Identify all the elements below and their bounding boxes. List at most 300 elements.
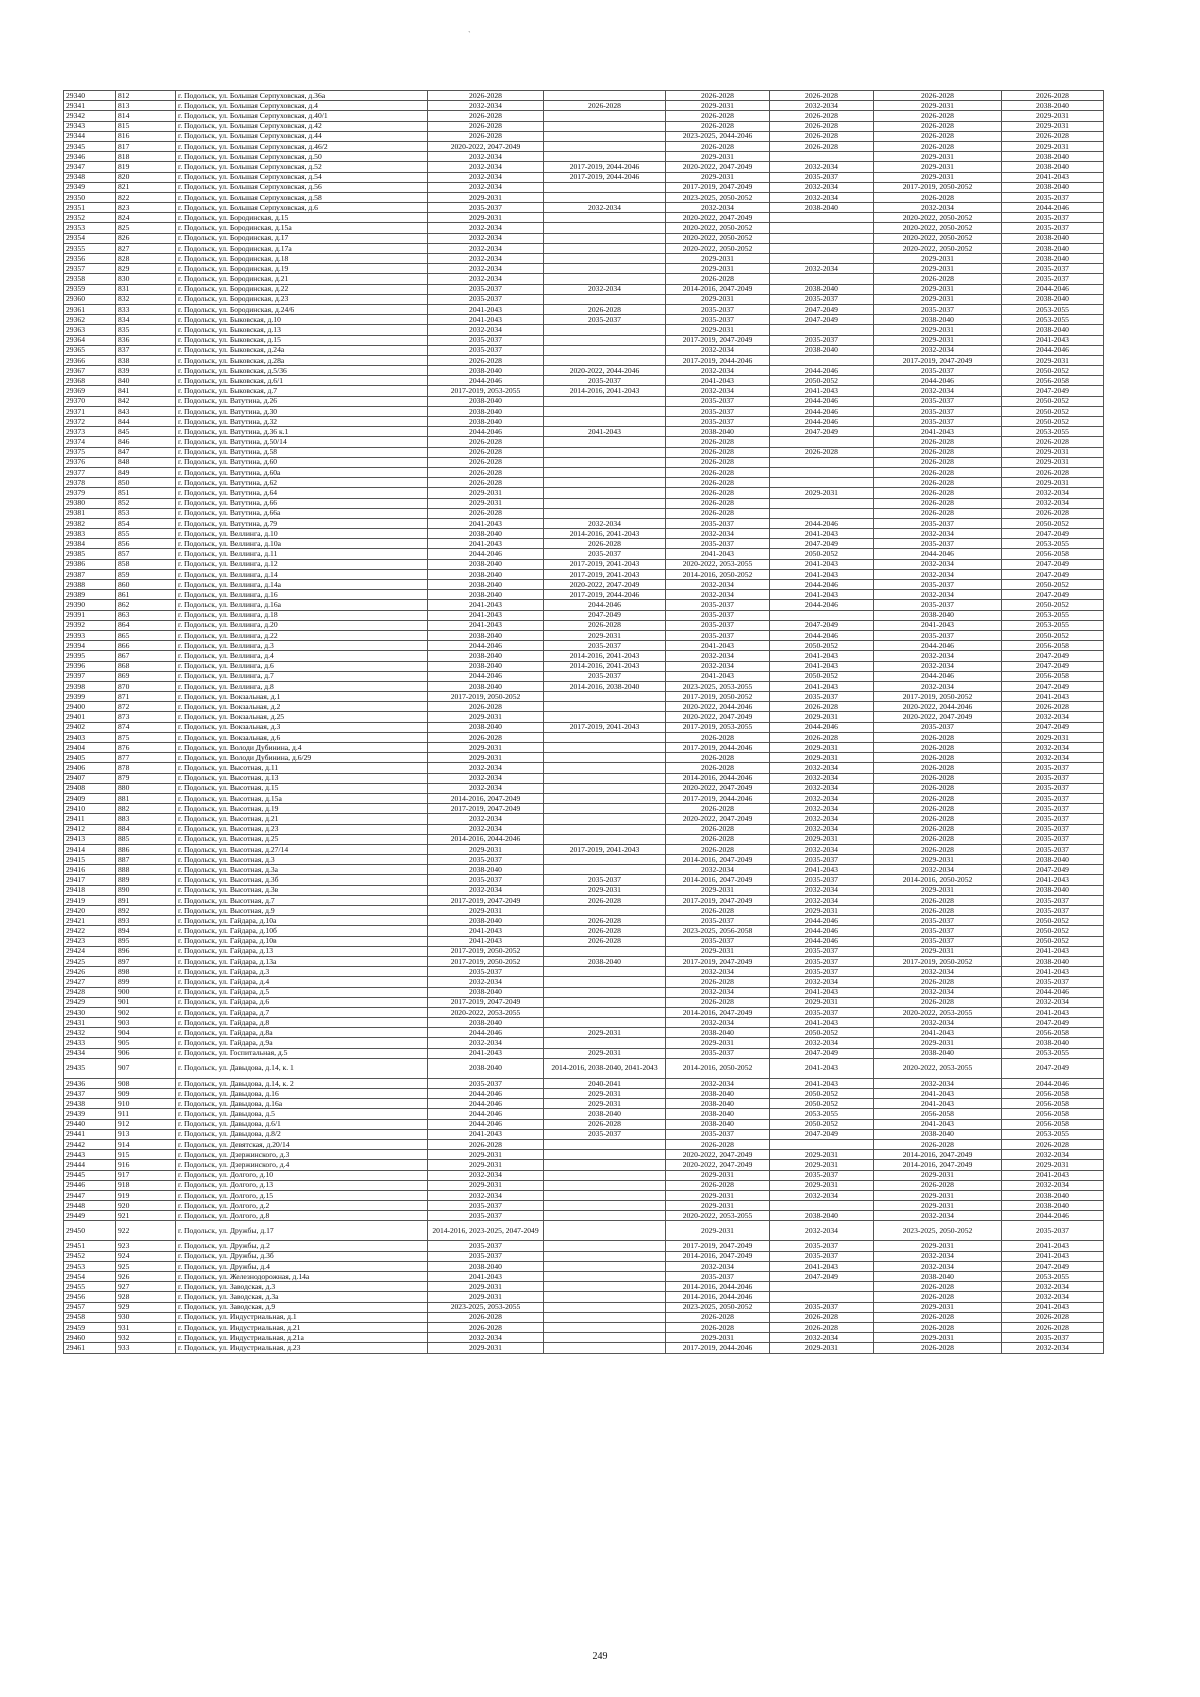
period-cell-1: 2017-2019, 2050-2052 — [428, 946, 544, 956]
period-cell-1: 2029-2031 — [428, 743, 544, 753]
item-number-cell: 905 — [116, 1038, 176, 1048]
period-cell-6: 2035-2037 — [1002, 804, 1104, 814]
address-cell: г. Подольск, ул. Ватутина, д.30 — [176, 406, 428, 416]
period-cell-3: 2026-2028 — [666, 977, 770, 987]
period-cell-6: 2038-2040 — [1002, 243, 1104, 253]
period-cell-2 — [544, 1190, 666, 1200]
period-cell-5: 2032-2034 — [874, 681, 1002, 691]
period-cell-1: 2044-2046 — [428, 1109, 544, 1119]
period-cell-5: 2032-2034 — [874, 1211, 1002, 1221]
row-id-cell: 29340 — [64, 91, 116, 101]
period-cell-4: 2038-2040 — [770, 1211, 874, 1221]
period-cell-6: 2038-2040 — [1002, 101, 1104, 111]
row-id-cell: 29440 — [64, 1119, 116, 1129]
period-cell-6: 2041-2043 — [1002, 946, 1104, 956]
period-cell-6: 2035-2037 — [1002, 264, 1104, 274]
period-cell-3: 2026-2028 — [666, 121, 770, 131]
period-cell-4: 2047-2049 — [770, 315, 874, 325]
row-id-cell: 29347 — [64, 162, 116, 172]
item-number-cell: 895 — [116, 936, 176, 946]
period-cell-5: 2035-2037 — [874, 916, 1002, 926]
period-cell-4: 2026-2028 — [770, 732, 874, 742]
period-cell-4: 2032-2034 — [770, 824, 874, 834]
address-cell: г. Подольск, ул. Индустриальная, д.23 — [176, 1343, 428, 1353]
period-cell-5: 2032-2034 — [874, 529, 1002, 539]
period-cell-2 — [544, 1282, 666, 1292]
period-cell-5: 2026-2028 — [874, 1292, 1002, 1302]
period-cell-6: 2035-2037 — [1002, 773, 1104, 783]
row-id-cell: 29357 — [64, 264, 116, 274]
period-cell-4: 2038-2040 — [770, 203, 874, 213]
period-cell-5: 2029-2031 — [874, 254, 1002, 264]
period-cell-1: 2032-2034 — [428, 233, 544, 243]
period-cell-3: 2020-2022, 2047-2049 — [666, 814, 770, 824]
period-cell-6: 2032-2034 — [1002, 997, 1104, 1007]
period-cell-4: 2035-2037 — [770, 956, 874, 966]
address-cell: г. Подольск, ул. Давыдова, д.6/1 — [176, 1119, 428, 1129]
period-cell-6: 2050-2052 — [1002, 396, 1104, 406]
period-cell-5: 2017-2019, 2047-2049 — [874, 355, 1002, 365]
period-cell-4: 2041-2043 — [770, 987, 874, 997]
row-id-cell: 29460 — [64, 1333, 116, 1343]
period-cell-2: 2029-2031 — [544, 630, 666, 640]
table-body — [64, 91, 1104, 1354]
period-cell-5: 2026-2028 — [874, 1343, 1002, 1353]
item-number-cell: 855 — [116, 529, 176, 539]
item-number-cell: 903 — [116, 1018, 176, 1028]
row-id-cell: 29408 — [64, 783, 116, 793]
period-cell-6: 2044-2046 — [1002, 1211, 1104, 1221]
period-cell-4 — [770, 610, 874, 620]
period-cell-1: 2041-2043 — [428, 315, 544, 325]
table-row — [64, 467, 1104, 477]
table-row — [64, 1241, 1104, 1251]
period-cell-3: 2020-2022, 2050-2052 — [666, 243, 770, 253]
period-cell-2 — [544, 467, 666, 477]
period-cell-2: 2017-2019, 2044-2046 — [544, 172, 666, 182]
period-cell-2 — [544, 1038, 666, 1048]
table-row — [64, 1322, 1104, 1332]
period-cell-1: 2014-2016, 2023-2025, 2047-2049 — [428, 1221, 544, 1241]
period-cell-1: 2032-2034 — [428, 172, 544, 182]
period-cell-3: 2020-2022, 2047-2049 — [666, 213, 770, 223]
item-number-cell: 864 — [116, 620, 176, 630]
period-cell-5: 2035-2037 — [874, 539, 1002, 549]
period-cell-1: 2041-2043 — [428, 926, 544, 936]
item-number-cell: 875 — [116, 732, 176, 742]
table-row — [64, 335, 1104, 345]
address-cell: г. Подольск, ул. Гайдара, д.13а — [176, 956, 428, 966]
period-cell-6: 2056-2058 — [1002, 549, 1104, 559]
period-cell-3: 2029-2031 — [666, 101, 770, 111]
period-cell-4 — [770, 152, 874, 162]
table-row — [64, 1272, 1104, 1282]
period-cell-2: 2026-2028 — [544, 895, 666, 905]
item-number-cell: 832 — [116, 294, 176, 304]
period-cell-6: 2032-2034 — [1002, 1282, 1104, 1292]
period-cell-5: 2029-2031 — [874, 1038, 1002, 1048]
period-cell-2 — [544, 498, 666, 508]
period-cell-3: 2041-2043 — [666, 549, 770, 559]
row-id-cell: 29416 — [64, 865, 116, 875]
address-cell: г. Подольск, ул. Веллинга, д.4 — [176, 651, 428, 661]
period-cell-4: 2044-2046 — [770, 366, 874, 376]
item-number-cell: 877 — [116, 753, 176, 763]
address-cell: г. Подольск, ул. Ватутина, д.32 — [176, 417, 428, 427]
item-number-cell: 908 — [116, 1078, 176, 1088]
address-cell: г. Подольск, ул. Бородинская, д.21 — [176, 274, 428, 284]
row-id-cell: 29386 — [64, 559, 116, 569]
table-row — [64, 997, 1104, 1007]
period-cell-3: 2029-2031 — [666, 294, 770, 304]
address-cell: г. Подольск, ул. Веллинга, д.16 — [176, 590, 428, 600]
address-cell: г. Подольск, ул. Заводская, д.9 — [176, 1302, 428, 1312]
row-id-cell: 29425 — [64, 956, 116, 966]
item-number-cell: 863 — [116, 610, 176, 620]
period-cell-5: 2014-2016, 2050-2052 — [874, 875, 1002, 885]
item-number-cell: 820 — [116, 172, 176, 182]
address-cell: г. Подольск, ул. Индустриальная, д.21а — [176, 1333, 428, 1343]
period-cell-4: 2041-2043 — [770, 865, 874, 875]
row-id-cell: 29367 — [64, 366, 116, 376]
period-cell-1: 2017-2019, 2047-2049 — [428, 997, 544, 1007]
address-cell: г. Подольск, ул. Большая Серпуховская, д.40/1 — [176, 111, 428, 121]
period-cell-2 — [544, 264, 666, 274]
period-cell-5: 2020-2022, 2047-2049 — [874, 712, 1002, 722]
period-cell-6: 2038-2040 — [1002, 1190, 1104, 1200]
period-cell-5: 2026-2028 — [874, 192, 1002, 202]
address-cell: г. Подольск, ул. Давыдова, д.14, к. 2 — [176, 1078, 428, 1088]
table-row — [64, 264, 1104, 274]
table-row — [64, 1312, 1104, 1322]
item-number-cell: 816 — [116, 131, 176, 141]
address-cell: г. Подольск, ул. Дзержинского, д.4 — [176, 1160, 428, 1170]
period-cell-4: 2041-2043 — [770, 569, 874, 579]
row-id-cell: 29391 — [64, 610, 116, 620]
period-cell-5: 2044-2046 — [874, 671, 1002, 681]
address-cell: г. Подольск, ул. Высотная, д.21 — [176, 814, 428, 824]
period-cell-4 — [770, 1139, 874, 1149]
period-cell-3: 2020-2022, 2053-2055 — [666, 559, 770, 569]
period-cell-4: 2041-2043 — [770, 651, 874, 661]
period-cell-6: 2038-2040 — [1002, 233, 1104, 243]
address-cell: г. Подольск, ул. Володи Дубинина, д.6/29 — [176, 753, 428, 763]
period-cell-1: 2038-2040 — [428, 916, 544, 926]
period-cell-5: 2026-2028 — [874, 457, 1002, 467]
period-cell-5: 2035-2037 — [874, 518, 1002, 528]
period-cell-4: 2041-2043 — [770, 661, 874, 671]
period-cell-1: 2044-2046 — [428, 1119, 544, 1129]
table-row — [64, 325, 1104, 335]
row-id-cell: 29378 — [64, 478, 116, 488]
period-cell-4: 2050-2052 — [770, 376, 874, 386]
table-row — [64, 549, 1104, 559]
period-cell-6: 2026-2028 — [1002, 702, 1104, 712]
table-row — [64, 722, 1104, 732]
period-cell-3: 2026-2028 — [666, 753, 770, 763]
table-row — [64, 386, 1104, 396]
item-number-cell: 933 — [116, 1343, 176, 1353]
item-number-cell: 868 — [116, 661, 176, 671]
period-cell-6: 2056-2058 — [1002, 1028, 1104, 1038]
table-row — [64, 1119, 1104, 1129]
table-row — [64, 121, 1104, 131]
row-id-cell: 29362 — [64, 315, 116, 325]
period-cell-1: 2032-2034 — [428, 264, 544, 274]
item-number-cell: 922 — [116, 1221, 176, 1241]
period-cell-1: 2032-2034 — [428, 814, 544, 824]
period-cell-3: 2029-2031 — [666, 254, 770, 264]
period-cell-2 — [544, 223, 666, 233]
row-id-cell: 29370 — [64, 396, 116, 406]
address-cell: г. Подольск, ул. Веллинга, д.8 — [176, 681, 428, 691]
table-row — [64, 1261, 1104, 1271]
table-row — [64, 569, 1104, 579]
period-cell-5: 2026-2028 — [874, 478, 1002, 488]
period-cell-5: 2029-2031 — [874, 335, 1002, 345]
period-cell-6: 2035-2037 — [1002, 763, 1104, 773]
period-cell-6: 2035-2037 — [1002, 783, 1104, 793]
period-cell-4: 2029-2031 — [770, 753, 874, 763]
row-id-cell: 29399 — [64, 692, 116, 702]
item-number-cell: 842 — [116, 396, 176, 406]
period-cell-6: 2041-2043 — [1002, 1241, 1104, 1251]
period-cell-5: 2020-2022, 2050-2052 — [874, 243, 1002, 253]
period-cell-3: 2017-2019, 2047-2049 — [666, 182, 770, 192]
row-id-cell: 29447 — [64, 1190, 116, 1200]
period-cell-5: 2017-2019, 2050-2052 — [874, 692, 1002, 702]
table-row — [64, 182, 1104, 192]
table-row — [64, 274, 1104, 284]
period-cell-1: 2026-2028 — [428, 121, 544, 131]
period-cell-3: 2035-2037 — [666, 417, 770, 427]
period-cell-4 — [770, 254, 874, 264]
period-cell-1: 2020-2022, 2047-2049 — [428, 141, 544, 151]
row-id-cell: 29445 — [64, 1170, 116, 1180]
period-cell-5: 2026-2028 — [874, 743, 1002, 753]
table-row — [64, 488, 1104, 498]
period-cell-2 — [544, 396, 666, 406]
period-cell-2 — [544, 712, 666, 722]
address-cell: г. Подольск, ул. Ватутина, д.66 — [176, 498, 428, 508]
period-cell-4 — [770, 1201, 874, 1211]
row-id-cell: 29368 — [64, 376, 116, 386]
period-cell-4: 2035-2037 — [770, 855, 874, 865]
period-cell-3: 2026-2028 — [666, 508, 770, 518]
period-cell-6: 2053-2055 — [1002, 620, 1104, 630]
period-cell-3: 2026-2028 — [666, 274, 770, 284]
period-cell-5: 2029-2031 — [874, 1190, 1002, 1200]
period-cell-1: 2029-2031 — [428, 753, 544, 763]
table-row — [64, 977, 1104, 987]
table-row — [64, 763, 1104, 773]
period-cell-1: 2038-2040 — [428, 580, 544, 590]
period-cell-2 — [544, 131, 666, 141]
row-id-cell: 29433 — [64, 1038, 116, 1048]
period-cell-6: 2026-2028 — [1002, 1312, 1104, 1322]
period-cell-5: 2026-2028 — [874, 498, 1002, 508]
period-cell-5: 2014-2016, 2047-2049 — [874, 1150, 1002, 1160]
row-id-cell: 29438 — [64, 1099, 116, 1109]
period-cell-3: 2026-2028 — [666, 1139, 770, 1149]
period-cell-3: 2032-2034 — [666, 590, 770, 600]
item-number-cell: 926 — [116, 1272, 176, 1282]
period-cell-4: 2032-2034 — [770, 1221, 874, 1241]
period-cell-1: 2029-2031 — [428, 844, 544, 854]
period-cell-2 — [544, 1170, 666, 1180]
period-cell-5: 2020-2022, 2053-2055 — [874, 1007, 1002, 1017]
period-cell-5: 2026-2028 — [874, 488, 1002, 498]
period-cell-4: 2041-2043 — [770, 529, 874, 539]
period-cell-2: 2040-2041 — [544, 1078, 666, 1088]
period-cell-4 — [770, 274, 874, 284]
address-cell: г. Подольск, ул. Быковская, д.13 — [176, 325, 428, 335]
row-id-cell: 29423 — [64, 936, 116, 946]
period-cell-1: 2026-2028 — [428, 467, 544, 477]
item-number-cell: 859 — [116, 569, 176, 579]
period-cell-2: 2014-2016, 2041-2043 — [544, 651, 666, 661]
item-number-cell: 890 — [116, 885, 176, 895]
period-cell-1: 2032-2034 — [428, 325, 544, 335]
address-cell: г. Подольск, ул. Давыдова, д.14, к. 1 — [176, 1058, 428, 1078]
period-cell-6: 2032-2034 — [1002, 1343, 1104, 1353]
period-cell-5: 2035-2037 — [874, 580, 1002, 590]
item-number-cell: 880 — [116, 783, 176, 793]
table-row — [64, 906, 1104, 916]
period-cell-5: 2038-2040 — [874, 315, 1002, 325]
item-number-cell: 896 — [116, 946, 176, 956]
address-cell: г. Подольск, ул. Высотная, д.15 — [176, 783, 428, 793]
period-cell-2 — [544, 865, 666, 875]
item-number-cell: 878 — [116, 763, 176, 773]
period-cell-3: 2029-2031 — [666, 325, 770, 335]
period-cell-4: 2044-2046 — [770, 406, 874, 416]
period-cell-3: 2026-2028 — [666, 437, 770, 447]
table-row — [64, 783, 1104, 793]
table-row — [64, 254, 1104, 264]
period-cell-3: 2026-2028 — [666, 498, 770, 508]
period-cell-3: 2029-2031 — [666, 1170, 770, 1180]
item-number-cell: 821 — [116, 182, 176, 192]
row-id-cell: 29442 — [64, 1139, 116, 1149]
period-cell-1: 2038-2040 — [428, 569, 544, 579]
period-cell-2 — [544, 1312, 666, 1322]
period-cell-1: 2041-2043 — [428, 620, 544, 630]
period-cell-6: 2047-2049 — [1002, 865, 1104, 875]
period-cell-6: 2038-2040 — [1002, 325, 1104, 335]
period-cell-6: 2026-2028 — [1002, 1322, 1104, 1332]
item-number-cell: 893 — [116, 916, 176, 926]
period-cell-6: 2047-2049 — [1002, 1018, 1104, 1028]
period-cell-1: 2035-2037 — [428, 203, 544, 213]
period-cell-1: 2026-2028 — [428, 447, 544, 457]
period-cell-2: 2029-2031 — [544, 1099, 666, 1109]
item-number-cell: 851 — [116, 488, 176, 498]
period-cell-4: 2044-2046 — [770, 600, 874, 610]
period-cell-4: 2032-2034 — [770, 101, 874, 111]
row-id-cell: 29376 — [64, 457, 116, 467]
period-cell-3: 2023-2025, 2044-2046 — [666, 131, 770, 141]
table-row — [64, 417, 1104, 427]
period-cell-2 — [544, 753, 666, 763]
period-cell-3: 2032-2034 — [666, 1261, 770, 1271]
table-row — [64, 1150, 1104, 1160]
row-id-cell: 29414 — [64, 844, 116, 854]
period-cell-6: 2038-2040 — [1002, 1201, 1104, 1211]
period-cell-1: 2038-2040 — [428, 865, 544, 875]
period-cell-1: 2038-2040 — [428, 630, 544, 640]
address-cell: г. Подольск, ул. Бородинская, д.22 — [176, 284, 428, 294]
row-id-cell: 29350 — [64, 192, 116, 202]
period-cell-1: 2017-2019, 2050-2052 — [428, 692, 544, 702]
row-id-cell: 29453 — [64, 1261, 116, 1271]
period-cell-4: 2032-2034 — [770, 885, 874, 895]
row-id-cell: 29441 — [64, 1129, 116, 1139]
period-cell-5: 2035-2037 — [874, 600, 1002, 610]
period-cell-3: 2023-2025, 2050-2052 — [666, 192, 770, 202]
period-cell-5: 2026-2028 — [874, 895, 1002, 905]
period-cell-1: 2032-2034 — [428, 223, 544, 233]
period-cell-3: 2035-2037 — [666, 610, 770, 620]
item-number-cell: 915 — [116, 1150, 176, 1160]
item-number-cell: 827 — [116, 243, 176, 253]
row-id-cell: 29380 — [64, 498, 116, 508]
row-id-cell: 29412 — [64, 824, 116, 834]
period-cell-4: 2029-2031 — [770, 1160, 874, 1170]
period-cell-6: 2035-2037 — [1002, 1221, 1104, 1241]
period-cell-2: 2014-2016, 2038-2040, 2041-2043 — [544, 1058, 666, 1078]
period-cell-5: 2026-2028 — [874, 732, 1002, 742]
period-cell-6: 2038-2040 — [1002, 294, 1104, 304]
period-cell-5: 2029-2031 — [874, 152, 1002, 162]
period-cell-3: 2026-2028 — [666, 447, 770, 457]
period-cell-6: 2047-2049 — [1002, 681, 1104, 691]
row-id-cell: 29377 — [64, 467, 116, 477]
address-cell: г. Подольск, ул. Дружбы, д.4 — [176, 1261, 428, 1271]
period-cell-3: 2026-2028 — [666, 824, 770, 834]
period-cell-3: 2017-2019, 2044-2046 — [666, 793, 770, 803]
address-cell: г. Подольск, ул. Высотная, д.3а — [176, 865, 428, 875]
period-cell-5: 2035-2037 — [874, 417, 1002, 427]
period-cell-2: 2035-2037 — [544, 875, 666, 885]
period-cell-6: 2032-2034 — [1002, 712, 1104, 722]
period-cell-4: 2050-2052 — [770, 1089, 874, 1099]
period-cell-1: 2038-2040 — [428, 406, 544, 416]
address-cell: г. Подольск, ул. Бородинская, д.17 — [176, 233, 428, 243]
period-cell-2 — [544, 793, 666, 803]
period-cell-2: 2026-2028 — [544, 916, 666, 926]
period-cell-3: 2029-2031 — [666, 172, 770, 182]
row-id-cell: 29409 — [64, 793, 116, 803]
period-cell-4: 2044-2046 — [770, 518, 874, 528]
item-number-cell: 845 — [116, 427, 176, 437]
period-cell-5: 2026-2028 — [874, 824, 1002, 834]
table-row — [64, 1089, 1104, 1099]
period-cell-4: 2035-2037 — [770, 946, 874, 956]
period-cell-4: 2029-2031 — [770, 1150, 874, 1160]
period-cell-6: 2029-2031 — [1002, 121, 1104, 131]
table-row — [64, 895, 1104, 905]
address-cell: г. Подольск, ул. Веллинга, д.16а — [176, 600, 428, 610]
address-cell: г. Подольск, ул. Веллинга, д.18 — [176, 610, 428, 620]
item-number-cell: 858 — [116, 559, 176, 569]
period-cell-5: 2020-2022, 2044-2046 — [874, 702, 1002, 712]
period-cell-1: 2038-2040 — [428, 1018, 544, 1028]
period-cell-2: 2014-2016, 2038-2040 — [544, 681, 666, 691]
row-id-cell: 29450 — [64, 1221, 116, 1241]
row-id-cell: 29366 — [64, 355, 116, 365]
period-cell-6: 2047-2049 — [1002, 651, 1104, 661]
